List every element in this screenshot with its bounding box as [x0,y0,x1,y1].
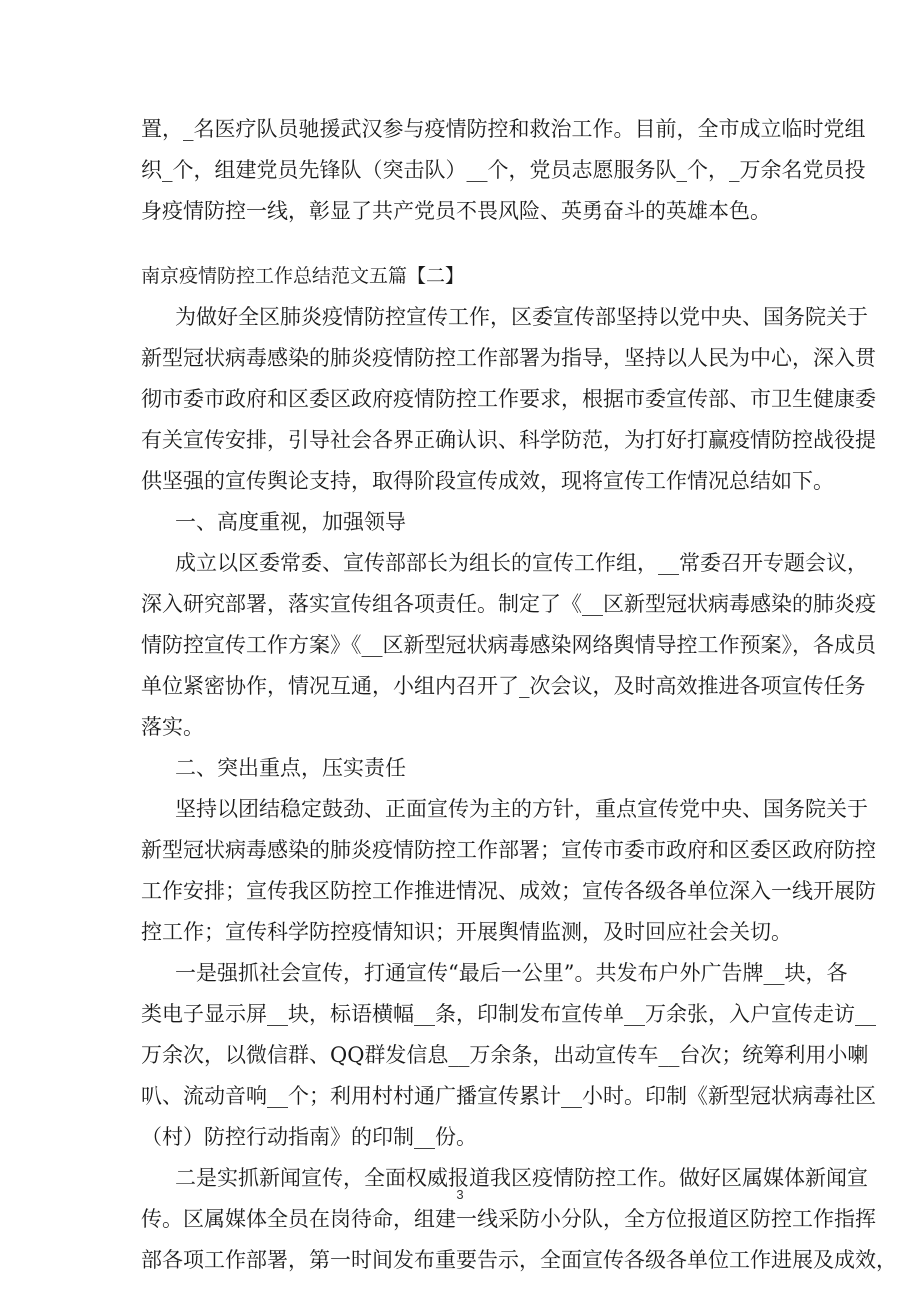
text-line: 一是强抓社会宣传，打通宣传“最后一公里”。共发布户外广告牌__块，各 [175,961,848,985]
paragraph-1 [141,109,866,232]
text-line: 万余次，以微信群、QQ群发信息__万余条，出动宣传车__台次；统筹利用小喇 [141,1043,869,1067]
paragraph-6 [141,1158,897,1281]
section-title: 南京疫情防控工作总结范文五篇【二】 [141,265,465,287]
heading-2: 二、突出重点，压实责任 [175,756,406,780]
text-line: 织_个，组建党员先锋队（突击队）__个，党员志愿服务队_个，_万余名党员投 [141,158,866,182]
text-line: 新型冠状病毒感染的肺炎疫情防控工作部署为指导，坚持以人民为中心，深入贯 [141,346,876,370]
text-line: 控工作；宣传科学防控疫情知识；开展舆情监测，及时回应社会关切。 [141,920,792,944]
text-line: 彻市委市政府和区委区政府疫情防控工作要求，根据市委宣传部、市卫生健康委 [141,387,876,411]
text-line: 置，_名医疗队员驰援武汉参与疫情防控和救治工作。目前，全市成立临时党组 [141,117,866,141]
text-line: 情防控宣传工作方案》《__区新型冠状病毒感染网络舆情导控工作预案》，各成员 [141,633,876,657]
text-line: 成立以区委常委、宣传部部长为组长的宣传工作组，__常委召开专题会议， [175,551,868,575]
text-line: 部各项工作部署，第一时间发布重要告示，全面宣传各级各单位工作进展及成效， [141,1248,897,1272]
text-line: 身疫情防控一线，彰显了共产党员不畏风险、英勇奋斗的英雄本色。 [141,199,771,223]
text-line: 传。区属媒体全员在岗待命，组建一线采防小分队，全方位报道区防控工作指挥 [141,1207,876,1231]
paragraph-5 [141,953,876,1158]
document-body [141,109,897,1281]
text-line: 深入研究部署，落实宣传组各项责任。制定了《__区新型冠状病毒感染的肺炎疫 [141,592,876,616]
text-line: 单位紧密协作，情况互通，小组内召开了_次会议，及时高效推进各项宣传任务 [141,674,866,698]
text-line: 二是实抓新闻宣传，全面权威报道我区疫情防控工作。做好区属媒体新闻宣 [175,1166,868,1190]
text-line: 落实。 [141,715,204,739]
page-number: 3 [456,1187,464,1202]
text-line: （村）防控行动指南》的印制__份。 [141,1125,477,1149]
text-line: 有关宣传安排，引导社会各界正确认识、科学防范，为打好打赢疫情防控战役提 [141,428,876,452]
text-line: 类电子显示屏__块，标语横幅__条，印制发布宣传单__万余张，入户宣传走访__ [141,1002,876,1026]
paragraph-4 [141,789,876,953]
heading-1: 一、高度重视，加强领导 [175,510,406,534]
paragraph-2 [141,297,876,502]
text-line: 坚持以团结稳定鼓劲、正面宣传为主的方针，重点宣传党中央、国务院关于 [175,797,868,821]
text-line: 工作安排；宣传我区防控工作推进情况、成效；宣传各级各单位深入一线开展防 [141,879,876,903]
text-line: 供坚强的宣传舆论支持，取得阶段宣传成效，现将宣传工作情况总结如下。 [141,469,834,493]
paragraph-3 [141,543,876,748]
text-line: 为做好全区肺炎疫情防控宣传工作，区委宣传部坚持以党中央、国务院关于 [175,305,868,329]
paragraph-gap [141,232,781,256]
text-line: 新型冠状病毒感染的肺炎疫情防控工作部署；宣传市委市政府和区委区政府防控 [141,838,876,862]
text-line: 叭、流动音响__个；利用村村通广播宣传累计__小时。印制《新型冠状病毒社区 [141,1084,876,1108]
